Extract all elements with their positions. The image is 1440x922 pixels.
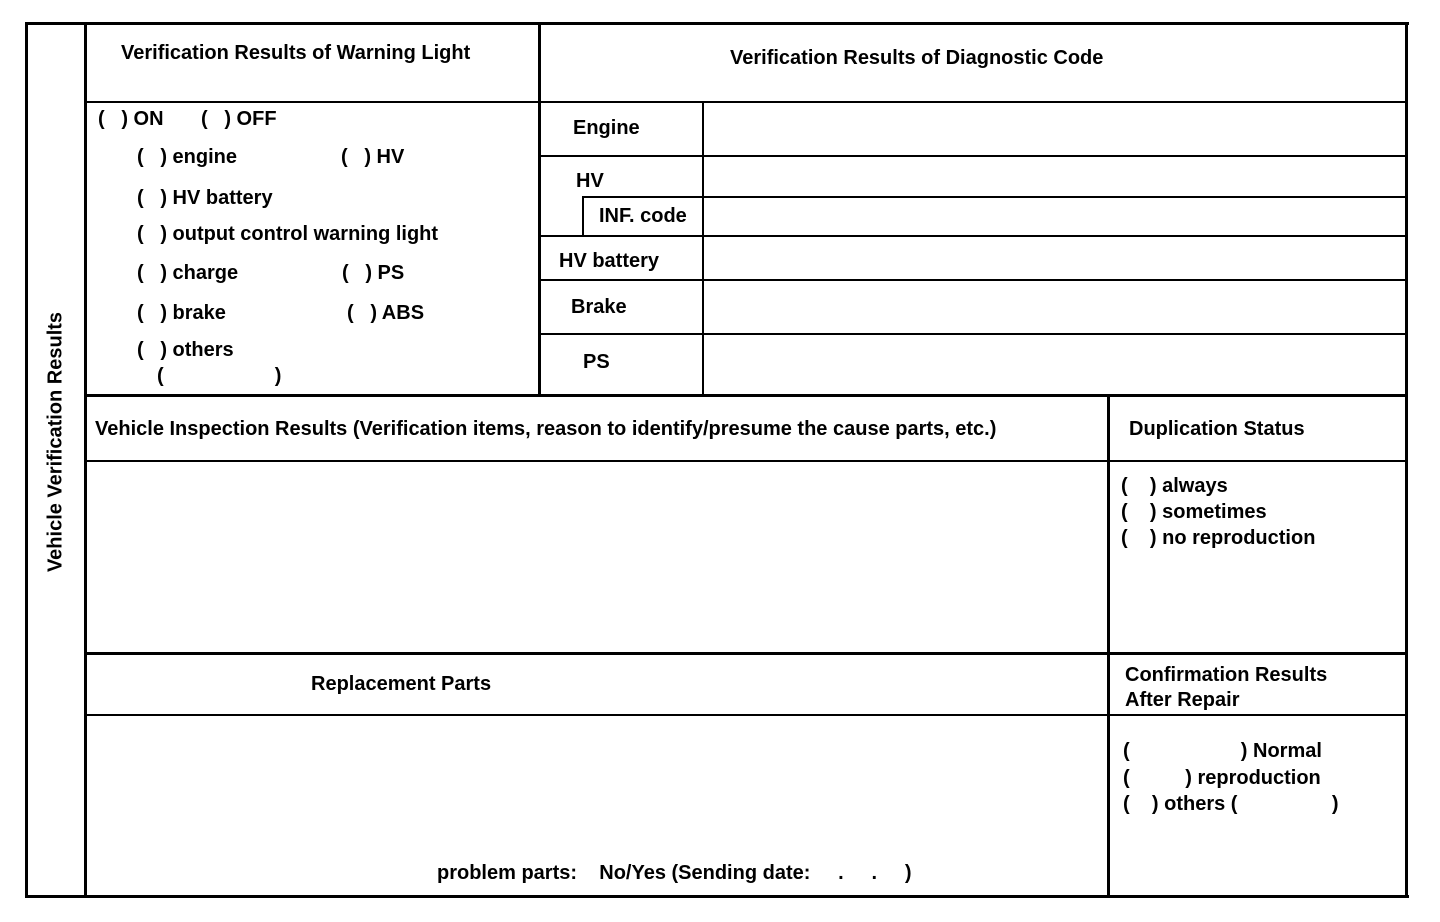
warning-output-control-option: ( ) output control warning light [137, 223, 439, 245]
warning-others-blank: ( ) [157, 365, 282, 387]
diag-brake-label: Brake [571, 296, 627, 318]
diag-row-line-2 [541, 235, 1405, 237]
confirmation-others-option: ( ) others ( ) [1123, 793, 1339, 815]
warning-off-option: ( ) OFF [201, 108, 277, 130]
diag-engine-label: Engine [573, 117, 640, 139]
diag-hv-battery-label: HV battery [559, 250, 660, 272]
form-border-top [25, 22, 1409, 25]
duplication-no-reproduction-option: ( ) no reproduction [1121, 527, 1316, 549]
confirmation-normal-option: ( ) Normal [1123, 740, 1322, 762]
bottom-header-line [87, 714, 1405, 716]
inspection-results-title: Vehicle Inspection Results (Verification items, reason to identify/presume the cause parts, etc.) [95, 418, 997, 440]
middle-header-line [87, 460, 1405, 462]
duplication-always-option: ( ) always [1121, 475, 1228, 497]
warning-abs-option: ( ) ABS [347, 302, 425, 324]
diag-row-line-3 [541, 279, 1405, 281]
warning-on-option: ( ) ON [98, 108, 164, 130]
middle-section-bottom [87, 652, 1405, 655]
diag-row-line-1 [541, 155, 1405, 157]
form-border-left [25, 22, 28, 898]
form-border-bottom [25, 895, 1409, 898]
confirmation-reproduction-option: ( ) reproduction [1123, 767, 1321, 789]
replacement-parts-title: Replacement Parts [311, 673, 492, 695]
diag-inf-code-label: INF. code [599, 205, 687, 227]
duplication-status-title: Duplication Status [1129, 418, 1305, 440]
warning-brake-option: ( ) brake [137, 302, 226, 324]
middle-section-divider [1107, 397, 1110, 898]
side-label: Vehicle Verification Results [44, 311, 67, 573]
diag-ps-label: PS [583, 351, 610, 373]
top-section-divider [538, 22, 541, 396]
diag-row-line-4 [541, 333, 1405, 335]
form-border-right [1405, 22, 1408, 898]
diagnostic-code-title: Verification Results of Diagnostic Code [730, 47, 1104, 69]
warning-hv-battery-option: ( ) HV battery [137, 187, 273, 209]
problem-parts-line: problem parts: No/Yes (Sending date: . . ) [437, 862, 912, 884]
duplication-sometimes-option: ( ) sometimes [1121, 501, 1267, 523]
confirmation-title-line1: Confirmation Results [1125, 664, 1328, 686]
warning-light-title: Verification Results of Warning Light [121, 42, 471, 64]
diag-label-divider [702, 103, 704, 394]
warning-others-option: ( ) others [137, 339, 234, 361]
warning-engine-option: ( ) engine [137, 146, 237, 168]
warning-ps-option: ( ) PS [342, 262, 405, 284]
top-header-line [87, 101, 1405, 103]
warning-hv-option: ( ) HV [341, 146, 405, 168]
diag-hv-label: HV [576, 170, 604, 192]
warning-charge-option: ( ) charge [137, 262, 239, 284]
top-section-bottom [87, 394, 1405, 397]
diag-inf-left-line [582, 196, 584, 235]
diag-row-line-hv-sub [582, 196, 1405, 198]
confirmation-title-line2: After Repair [1125, 689, 1240, 711]
